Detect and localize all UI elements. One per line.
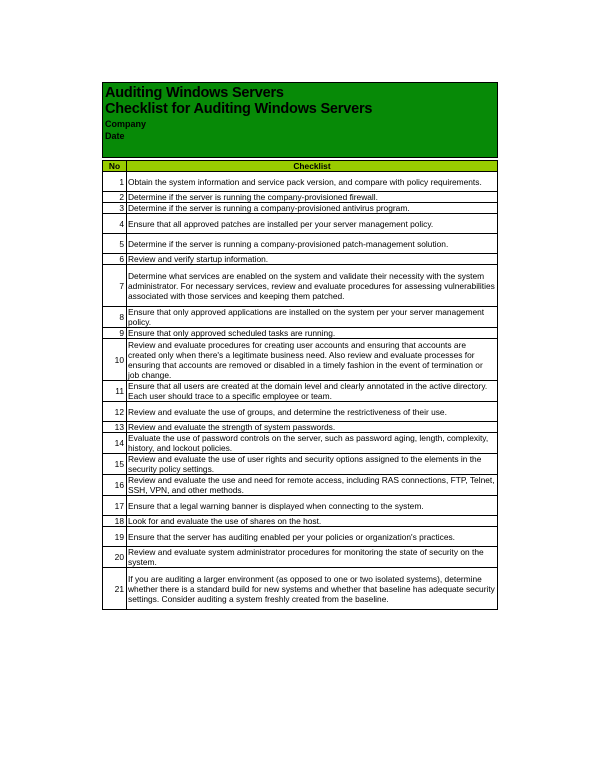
table-row	[103, 547, 498, 568]
checklist-item: Review and evaluate the use of user rights and security options assigned to the elements in the security policy settings.	[127, 454, 498, 475]
checklist-sheet	[102, 82, 498, 610]
page-title: Auditing Windows Servers	[105, 85, 284, 101]
row-number: 8	[103, 307, 127, 328]
checklist-item: Look for and evaluate the use of shares on the host.	[127, 516, 498, 527]
row-number: 9	[103, 328, 127, 339]
row-number: 2	[103, 192, 127, 203]
table-row	[103, 402, 498, 422]
table-row	[103, 496, 498, 516]
table-row	[103, 433, 498, 454]
checklist-item: Review and evaluate the strength of system passwords.	[127, 422, 498, 433]
checklist-item: Ensure that only approved applications are installed on the system per your server management policy.	[127, 307, 498, 328]
table-row	[103, 192, 498, 203]
table-row	[103, 214, 498, 234]
date-label: Date	[105, 131, 125, 141]
checklist-item: Determine if the server is running a company-provisioned patch-management solution.	[127, 234, 498, 254]
column-header-no: No	[103, 161, 127, 172]
table-row	[103, 172, 498, 192]
checklist-item: Review and verify startup information.	[127, 254, 498, 265]
checklist-item: Review and evaluate system administrator procedures for monitoring the state of security on the system.	[127, 547, 498, 568]
row-number: 21	[103, 568, 127, 610]
table-row	[103, 328, 498, 339]
row-number: 14	[103, 433, 127, 454]
table-row	[103, 381, 498, 402]
row-number: 3	[103, 203, 127, 214]
row-number: 19	[103, 527, 127, 547]
row-number: 1	[103, 172, 127, 192]
table-row	[103, 422, 498, 433]
row-number: 10	[103, 339, 127, 381]
row-number: 18	[103, 516, 127, 527]
checklist-item: Determine what services are enabled on the system and validate their necessity with the system administrator. For necessary services, review and evaluate procedures for assessing vulnerabilities associated with those services and keeping them patched.	[127, 265, 498, 307]
checklist-item: Determine if the server is running the company-provisioned firewall.	[127, 192, 498, 203]
checklist-item: Evaluate the use of password controls on the server, such as password aging, length, complexity, history, and lockout policies.	[127, 433, 498, 454]
checklist-table	[102, 160, 498, 610]
checklist-item: If you are auditing a larger environment (as opposed to one or two isolated systems), determine whether there is a standard build for new systems and whether that baseline has adequate security settings. Consider auditing a system freshly created from the baseline.	[127, 568, 498, 610]
table-row	[103, 339, 498, 381]
table-row	[103, 527, 498, 547]
checklist-item: Review and evaluate the use and need for remote access, including RAS connections, FTP, Telnet, SSH, VPN, and other methods.	[127, 475, 498, 496]
table-row	[103, 307, 498, 328]
table-row	[103, 254, 498, 265]
checklist-item: Ensure that the server has auditing enabled per your policies or organization's practices.	[127, 527, 498, 547]
table-header-row	[103, 161, 498, 172]
table-row	[103, 234, 498, 254]
checklist-item: Determine if the server is running a company-provisioned antivirus program.	[127, 203, 498, 214]
row-number: 7	[103, 265, 127, 307]
row-number: 20	[103, 547, 127, 568]
row-number: 6	[103, 254, 127, 265]
checklist-item: Review and evaluate procedures for creating user accounts and ensuring that accounts are created only when there's a legitimate business need. Also review and evaluate processes for ensuring that accounts are removed or disabled in a timely fashion in the event of termination or job change.	[127, 339, 498, 381]
row-number: 11	[103, 381, 127, 402]
column-header-checklist: Checklist	[127, 161, 498, 172]
row-number: 17	[103, 496, 127, 516]
checklist-item: Ensure that all users are created at the domain level and clearly annotated in the active directory. Each user should trace to a specific employee or team.	[127, 381, 498, 402]
row-number: 16	[103, 475, 127, 496]
checklist-item: Ensure that all approved patches are installed per your server management policy.	[127, 214, 498, 234]
company-label: Company	[105, 119, 147, 129]
row-number: 5	[103, 234, 127, 254]
table-row	[103, 475, 498, 496]
table-row	[103, 516, 498, 527]
row-number: 15	[103, 454, 127, 475]
page-subtitle: Checklist for Auditing Windows Servers	[105, 101, 373, 117]
table-row	[103, 454, 498, 475]
table-row	[103, 265, 498, 307]
row-number: 4	[103, 214, 127, 234]
checklist-item: Ensure that a legal warning banner is displayed when connecting to the system.	[127, 496, 498, 516]
table-row	[103, 568, 498, 610]
row-number: 13	[103, 422, 127, 433]
table-row	[103, 203, 498, 214]
checklist-item: Ensure that only approved scheduled tasks are running.	[127, 328, 498, 339]
checklist-item: Obtain the system information and service pack version, and compare with policy requirements.	[127, 172, 498, 192]
title-banner	[102, 82, 498, 158]
row-number: 12	[103, 402, 127, 422]
checklist-item: Review and evaluate the use of groups, and determine the restrictiveness of their use.	[127, 402, 498, 422]
